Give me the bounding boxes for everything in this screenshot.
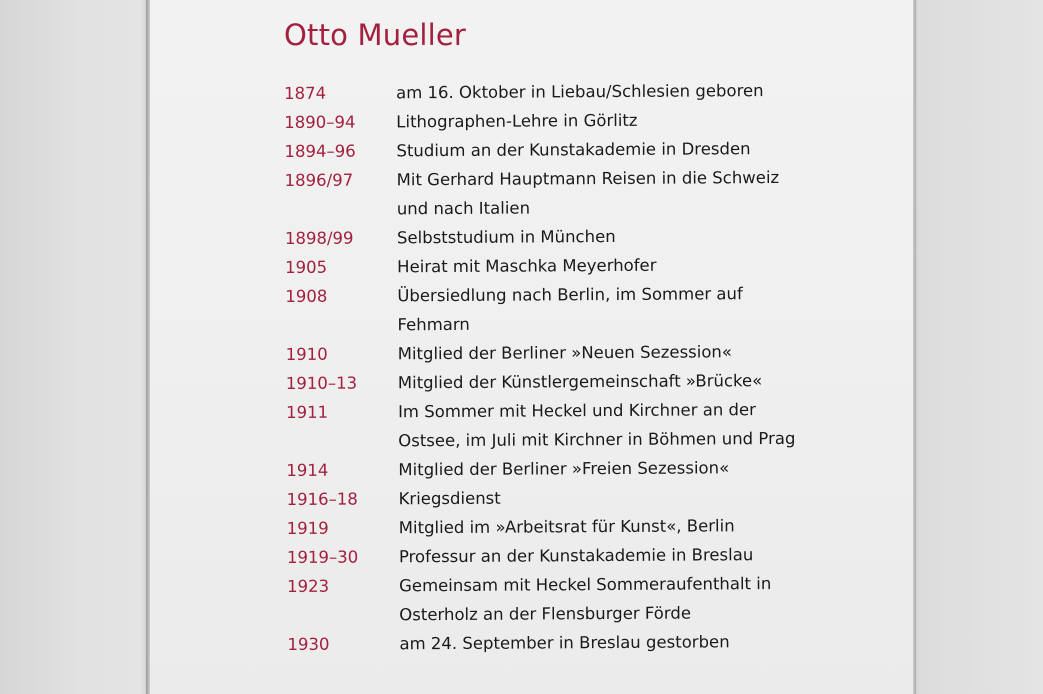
timeline-text: Gemeinsam mit Heckel Sommeraufenthalt in Osterholz an der Flensburger Förde <box>399 574 772 625</box>
timeline-text: Lithographen-Lehre in Görlitz <box>396 110 638 132</box>
timeline-entry <box>286 394 896 456</box>
timeline-entry <box>286 452 896 485</box>
timeline-year: 1898/99 <box>284 228 354 248</box>
timeline-entry <box>287 626 897 659</box>
timeline-year: 1890–94 <box>284 112 356 132</box>
plaque-title: Otto Mueller <box>284 18 467 52</box>
timeline-text: Professur an der Kunstakademie in Breslau <box>398 545 754 567</box>
timeline-text: Mitglied der Berliner »Neuen Sezession« <box>397 342 733 364</box>
timeline-year: 1910–13 <box>285 373 358 393</box>
timeline-year: 1874 <box>284 83 327 103</box>
timeline-year: 1930 <box>287 634 330 654</box>
timeline-year: 1919–30 <box>286 547 359 567</box>
timeline-year: 1911 <box>285 402 329 422</box>
timeline-text: am 24. September in Breslau gestorben <box>399 632 730 654</box>
timeline-entry <box>284 104 894 137</box>
timeline-text: Selbststudium in München <box>396 226 616 248</box>
biography-timeline <box>284 75 898 659</box>
timeline-entry <box>284 133 894 166</box>
timeline-year: 1908 <box>285 286 328 306</box>
timeline-text: Mitglied der Berliner »Freien Sezession« <box>398 458 730 480</box>
timeline-year: 1905 <box>285 257 328 277</box>
timeline-entry <box>286 336 896 369</box>
timeline-entry <box>287 539 897 572</box>
timeline-text: Übersiedlung nach Berlin, im Sommer auf Fehmarn <box>397 284 743 335</box>
timeline-entry <box>286 481 896 514</box>
timeline-year: 1923 <box>287 576 330 596</box>
timeline-text: Studium an der Kunstakademie in Dresden <box>396 139 751 161</box>
info-plaque <box>150 0 913 694</box>
timeline-year: 1910 <box>285 344 328 364</box>
timeline-entry <box>287 568 897 630</box>
timeline-year: 1896/97 <box>284 170 354 190</box>
timeline-entry <box>287 510 897 543</box>
timeline-entry <box>285 278 895 340</box>
timeline-text: Kriegsdienst <box>398 488 501 509</box>
timeline-text: Im Sommer mit Heckel und Kirchner an der Ostsee, im Juli mit Kirchner in Böhmen und Prag <box>397 400 796 451</box>
timeline-year: 1914 <box>286 460 329 480</box>
timeline-year: 1894–96 <box>284 141 356 161</box>
timeline-text: Mit Gerhard Hauptmann Reisen in die Schweiz und nach Italien <box>396 167 780 219</box>
timeline-text: Mitglied der Künstlergemeinschaft »Brücke« <box>397 371 763 393</box>
timeline-entry <box>284 75 894 108</box>
timeline-year: 1919 <box>286 518 329 538</box>
timeline-text: Heirat mit Maschka Meyerhofer <box>397 255 657 277</box>
timeline-entry <box>286 365 896 398</box>
timeline-entry <box>285 249 895 282</box>
timeline-text: Mitglied im »Arbeitsrat für Kunst«, Berlin <box>398 516 735 538</box>
timeline-text: am 16. Oktober in Liebau/Schlesien geboren <box>396 81 764 103</box>
timeline-entry <box>285 162 895 224</box>
timeline-year: 1916–18 <box>286 489 358 509</box>
timeline-entry <box>285 220 895 253</box>
